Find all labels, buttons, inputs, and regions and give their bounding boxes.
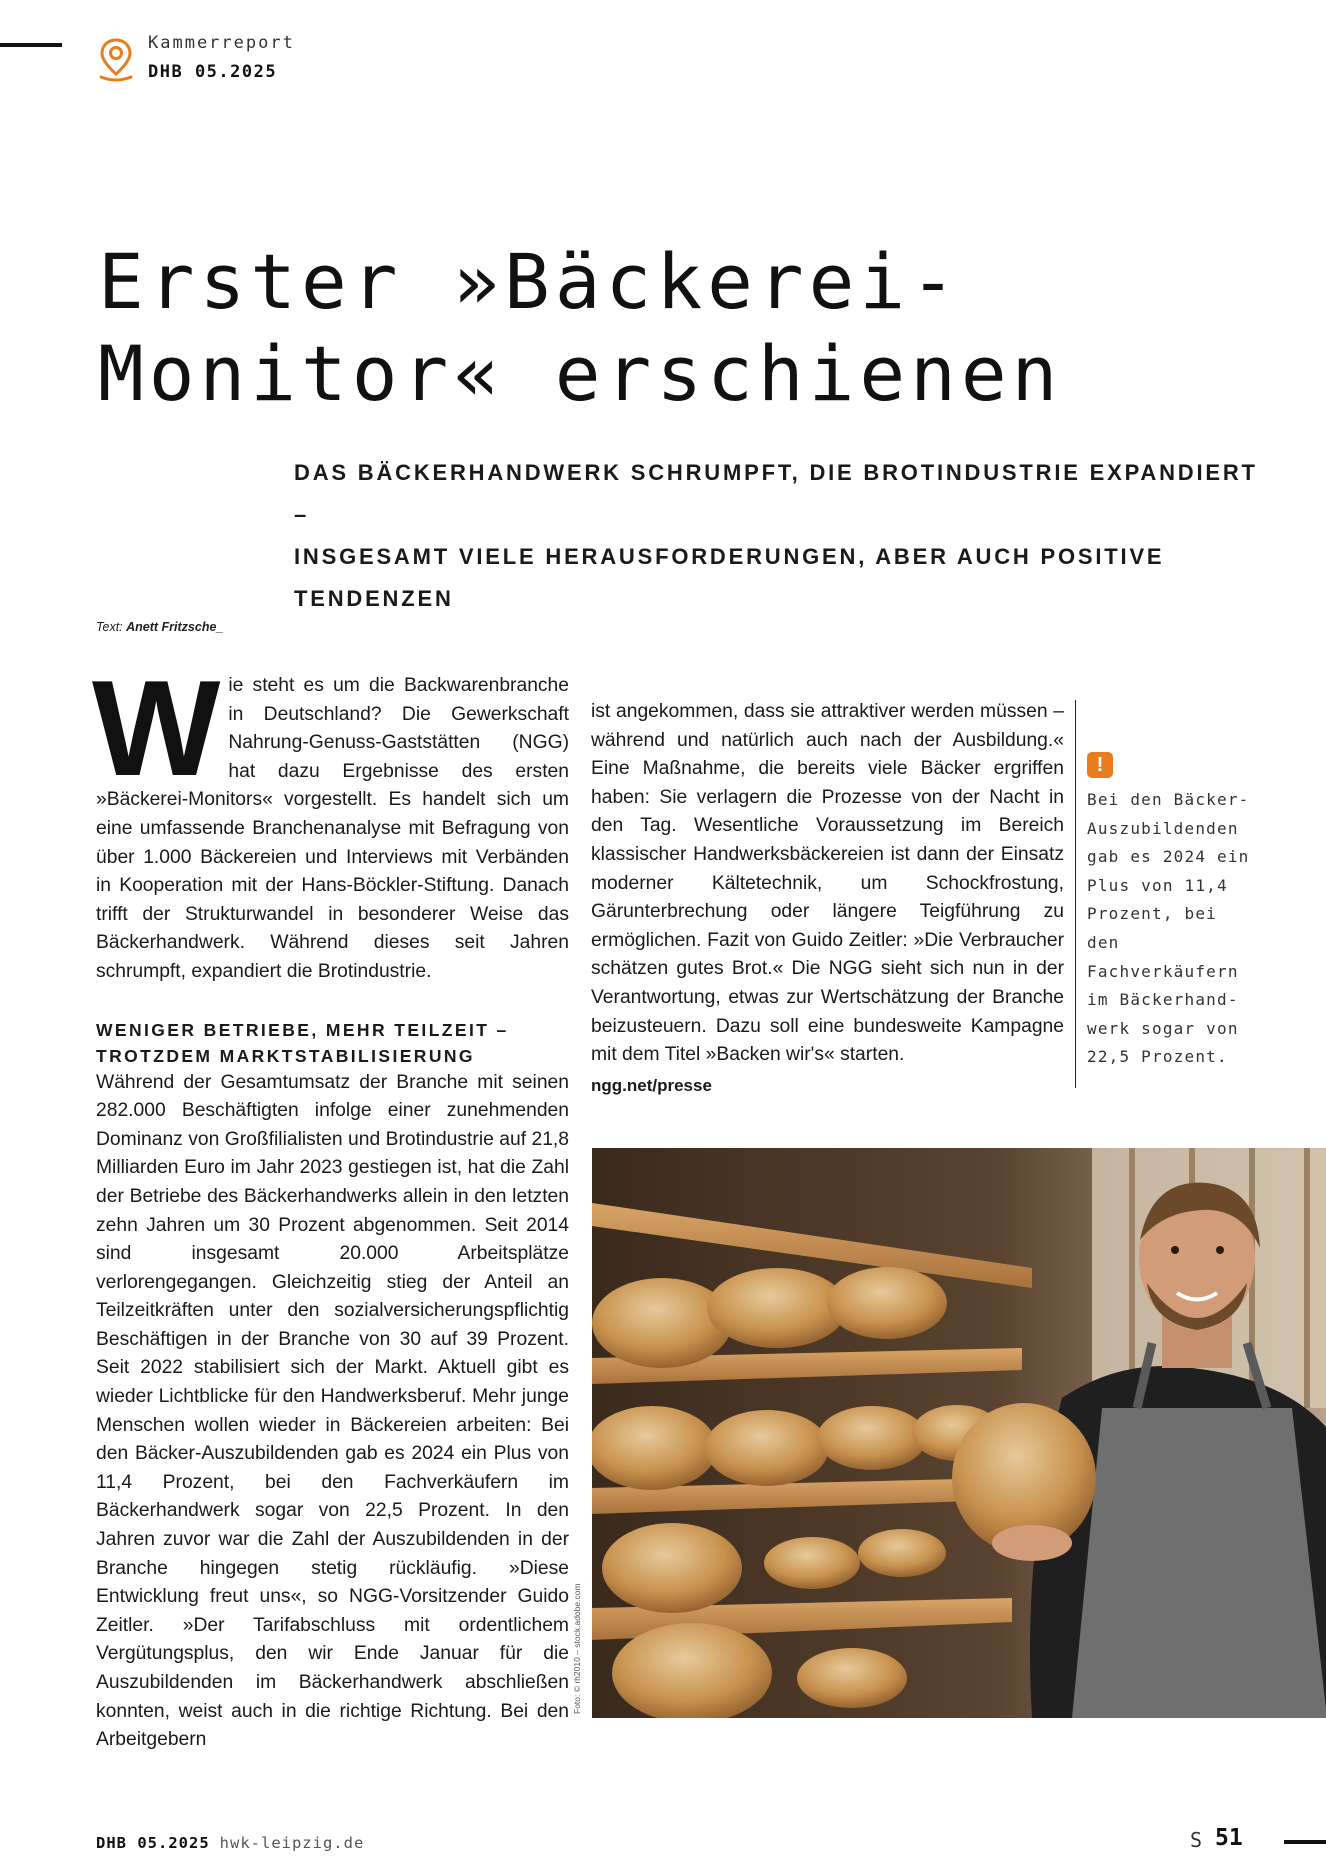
article-column-1 [92, 652, 569, 1755]
source-link[interactable]: ngg.net/presse [591, 1075, 712, 1095]
location-pin-icon [96, 36, 136, 82]
byline-author: Anett Fritzsche_ [126, 620, 224, 634]
exclamation-icon: ! [1087, 752, 1113, 778]
footer-left [96, 1834, 364, 1853]
section-paragraph: Während der Gesamtumsatz der Branche mit seinen 282.000 Beschäftigten infolge einer zunehmenden Dominanz von Großfilialisten und Brotindustrie auf 21,8 Milliarden Euro im Jahr 2023 gestiegen ist, hat die Zahl der Betriebe des Bäckerhandwerks allein in den letzten zehn Jahren um 30 Prozent abgenommen. Seit 2014 sind insgesamt 20.000 Arbeitsplätze verlorengegangen. Gleichzeitig stieg der Anteil an Teilzeitkräften unter den sozialversicherungspflichtig Beschäftigen in der Branche von 30 auf 39 Prozent. Seit 2022 stabilisiert sich der Markt. Aktuell gibt es wieder Lichtblicke für den Handwerksberuf. Mehr junge Menschen wollen wieder in Bäckereien arbeiten: Bei den Bäcker-Auszubildenden gab es 2024 ein Plus von 11,4 Prozent, bei den Fachverkäufern im Bäckerhandwerk sogar von 22,5 Prozent. In den Jahren zuvor war die Zahl der Auszubildenden in der Branche hingegen stetig rückläufig. »Diese Entwicklung freut uns«, so NGG-Vorsitzender Guido Zeitler. »Der Tarifabschluss mit ordentlichem Vergütungsplus, den wir Ende Januar für die Auszubildenden im Bäckerhandwerk abschließen konnten, weist auch in die richtige Richtung. Bei den Arbeitgebern [96, 1071, 569, 1751]
intro-paragraph: ie steht es um die Backwarenbranche in Deutschland? Die Gewerkschaft Nahrung-Genuss-Gaststätten (NGG) hat dazu Ergebnisse des ersten »Bäckerei-Monitors« vorgestellt. Es handelt sich um eine umfassende Branchenanalyse mit Befragung von über 1.000 Bäckereien und Interviews mit Verbänden in Kooperation mit der Hans-Böckler-Stiftung. Danach trifft der Strukturwandel in besonderer Weise das Bäckerhandwerk. Während dieses seit Jahren schrumpft, expandiert die Brotindustrie. [96, 675, 569, 982]
sidebar-rule [1075, 700, 1076, 1088]
byline [96, 620, 223, 634]
issue-label: DHB 05.2025 [148, 62, 278, 82]
baker-photo-illustration [592, 1148, 1326, 1718]
article-subhead [294, 452, 1274, 620]
section-heading-line-2: TROTZDEM MARKTSTABILISIERUNG [96, 1045, 475, 1066]
footer-rule [1284, 1840, 1326, 1844]
continued-paragraph: ist angekommen, dass sie attraktiver werden müssen – während und natürlich auch nach der Ausbildung.« Eine Maßnahme, die bereits viele Bäcker ergriffen haben: Sie verlagern die Prozesse von der Nacht in den Tag. Wesentliche Voraussetzung im Bereich klassischer Handwerksbäckereien ist dann der Einsatz moderner Kältetechnik, um Schockfrostung, Gärunterbrechung oder längere Teigführung zu ermöglichen. Fazit von Guido Zeitler: »Die Verbraucher schätzen gutes Brot.« Die NGG sieht sich nun in der Verantwortung, etwas zur Wertschätzung der Branche beizusteuern. Dazu soll eine bundesweite Kampagne mit dem Titel »Backen wir's« starten. [591, 701, 1064, 1066]
article-title [98, 236, 1278, 420]
photo-credit: Foto: © rh2010 – stock.adobe.com [572, 1583, 582, 1714]
subhead-line-2: INSGESAMT VIELE HERAUSFORDERUNGEN, ABER AUCH POSITIVE TENDENZEN [294, 544, 1165, 611]
page-number: 51 [1215, 1825, 1243, 1851]
drop-cap: W [92, 652, 215, 804]
subhead-line-1: DAS BÄCKERHANDWERK SCHRUMPFT, DIE BROTINDUSTRIE EXPANDIERT – [294, 460, 1258, 527]
header-rule [0, 43, 62, 47]
title-line-1: Erster »Bäckerei- [98, 237, 961, 326]
footer-magazine: DHB 05.2025 [96, 1834, 210, 1852]
section-heading-line-1: WENIGER BETRIEBE, MEHR TEILZEIT – [96, 1019, 509, 1040]
baker-photo [592, 1148, 1326, 1718]
byline-prefix: Text: [96, 620, 123, 634]
page-prefix: S [1190, 1828, 1203, 1852]
title-line-2: Monitor« erschienen [98, 329, 1063, 418]
section-heading [96, 1017, 569, 1069]
article-column-2 [591, 698, 1064, 1100]
footer-site[interactable]: hwk-leipzig.de [219, 1834, 365, 1852]
section-kicker: Kammerreport [148, 33, 295, 53]
sidebar-note: Bei den Bäcker-Auszubildenden gab es 2024 ein Plus von 11,4 Prozent, bei den Fachverkäufern im Bäckerhand-werk sogar von 22,5 Prozent. [1087, 790, 1250, 1067]
